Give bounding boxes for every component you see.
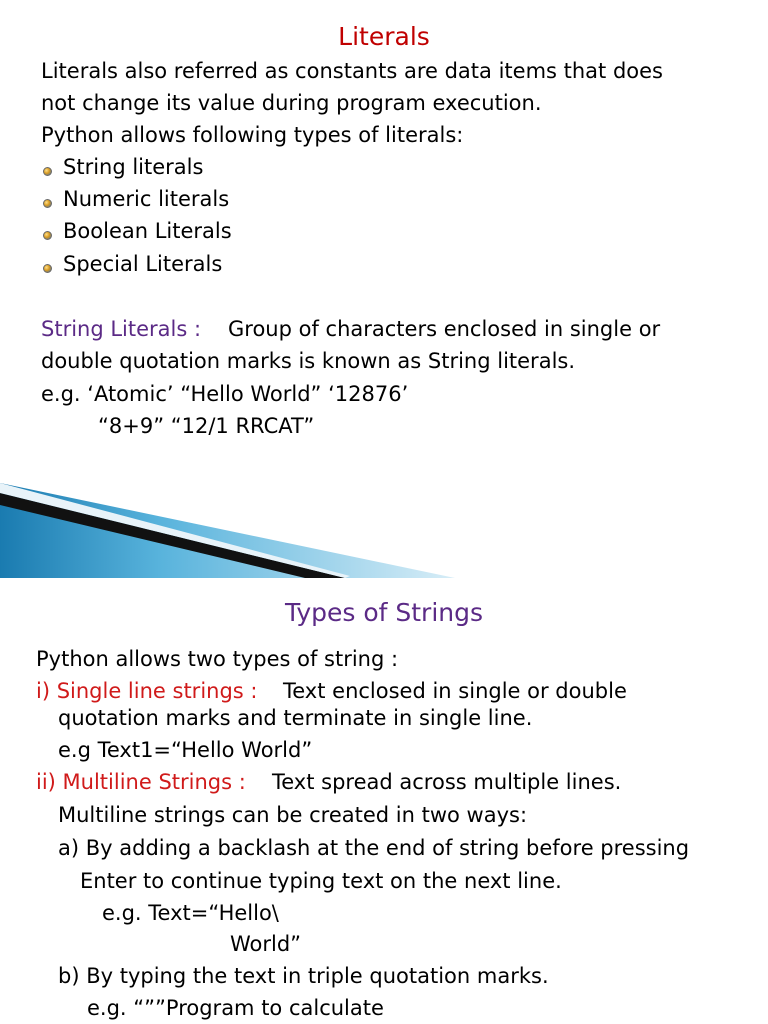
- list-item: Boolean Literals: [63, 219, 232, 243]
- decorative-banner: [0, 483, 460, 578]
- list-item: String literals: [63, 155, 204, 179]
- method-text: b) By typing the text in triple quotation marks.: [58, 964, 549, 988]
- definition-text: Group of characters enclosed in single or: [228, 317, 661, 341]
- bullet-icon: [43, 167, 52, 176]
- single-line-label: i) Single line strings :: [36, 679, 258, 703]
- bullet-icon: [43, 231, 52, 240]
- example-text: “8+9” “12/1 RRCAT”: [98, 414, 315, 438]
- slide-types-of-strings: [0, 578, 768, 1024]
- definition-text: Text enclosed in single or double: [283, 679, 627, 703]
- intro-text-line: not change its value during program execution.: [41, 91, 542, 115]
- bullet-icon: [43, 264, 52, 273]
- example-text: e.g. Text=“Hello\: [102, 901, 279, 925]
- multiline-label: ii) Multiline Strings :: [36, 770, 246, 794]
- slide-title: Types of Strings: [284, 598, 484, 627]
- definition-text: double quotation marks is known as String literals.: [41, 349, 576, 373]
- example-text: World”: [230, 932, 302, 956]
- intro-text-line: Python allows following types of literals:: [41, 123, 464, 147]
- bullet-icon: [43, 199, 52, 208]
- example-text: e.g Text1=“Hello World”: [58, 738, 313, 762]
- example-text: e.g. ‘Atomic’ “Hello World” ‘12876’: [41, 382, 409, 406]
- string-literals-heading: String Literals :: [41, 317, 202, 341]
- definition-text: Text spread across multiple lines.: [272, 770, 622, 794]
- example-text: e.g. “””Program to calculate: [87, 996, 384, 1020]
- method-text: Enter to continue typing text on the next line.: [80, 869, 562, 893]
- definition-text: quotation marks and terminate in single line.: [58, 706, 533, 730]
- list-item: Special Literals: [63, 252, 223, 276]
- method-text: a) By adding a backlash at the end of string before pressing: [58, 836, 690, 860]
- definition-text: Multiline strings can be created in two ways:: [58, 803, 528, 827]
- intro-text: Python allows two types of string :: [36, 647, 399, 671]
- intro-text-line: Literals also referred as constants are data items that does: [41, 59, 664, 83]
- list-item: Numeric literals: [63, 187, 230, 211]
- slide-title: Literals: [338, 22, 430, 51]
